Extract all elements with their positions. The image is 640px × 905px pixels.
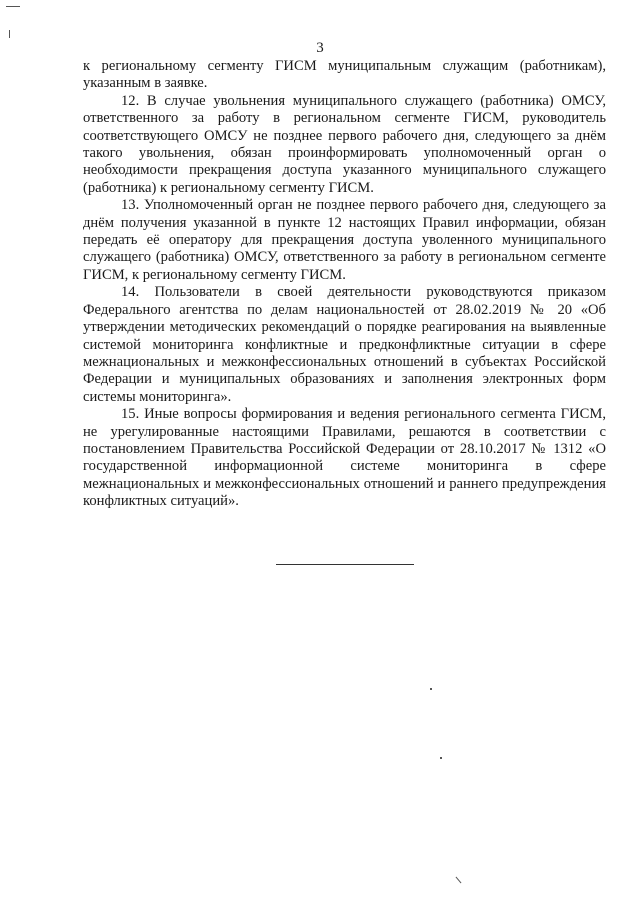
scan-artifact — [6, 6, 20, 7]
document-body — [83, 58, 606, 511]
paragraph-15: 15. Иные вопросы формирования и ведения регионального сегмента ГИСМ, не урегулированные настоящими Правилами, решаются в соответствии с постановлением Правительства Российской Федерации от 28.10.2017 № 1312 «О государственной информационной системе мониторинга в сфере межнациональных и межконфессиональных отношений и раннего предупреждения конфликтных ситуаций». — [83, 406, 606, 510]
paragraph-12: 12. В случае увольнения муниципального служащего (работника) ОМСУ, ответственного за работу в региональном сегменте ГИСМ, руководитель соответствующего ОМСУ не позднее первого рабочего дня, следующего за днём такого увольнения, обязан проинформировать уполномоченный орган о необходимости прекращения доступа указанного муниципального служащего (работника) к региональному сегменту ГИСМ. — [83, 92, 606, 196]
scan-speck — [430, 688, 432, 690]
paragraph-13: 13. Уполномоченный орган не позднее первого рабочего дня, следующего за днём получения указанной в пункте 12 настоящих Правил информации, обязан передать её оператору для прекращения доступа уволенного муниципального служащего (работника) ОМСУ, ответственного за работу в региональном сегменте ГИСМ, к региональному сегменту ГИСМ. — [83, 197, 606, 283]
page-number: 3 — [316, 40, 324, 56]
scan-artifact — [9, 30, 10, 38]
end-of-document-line — [276, 564, 414, 565]
paragraph-14: 14. Пользователи в своей деятельности руководствуются приказом Федерального агентства по делам национальностей от 28.02.2019 № 20 «Об утверждении методических рекомендаций о порядке реагирования на выявленные системой мониторинга конфликтные и предконфликтные ситуации в сфере межнациональных и межконфессиональных отношений в субъектах Российской Федерации и муниципальных образованиях и заполнения электронных форм системы мониторинга». — [83, 284, 606, 405]
paragraph-continuation: к региональному сегменту ГИСМ муниципальным служащим (работникам), указанным в заявке. — [83, 58, 606, 92]
scan-speck — [440, 757, 442, 759]
scan-speck — [456, 877, 462, 884]
